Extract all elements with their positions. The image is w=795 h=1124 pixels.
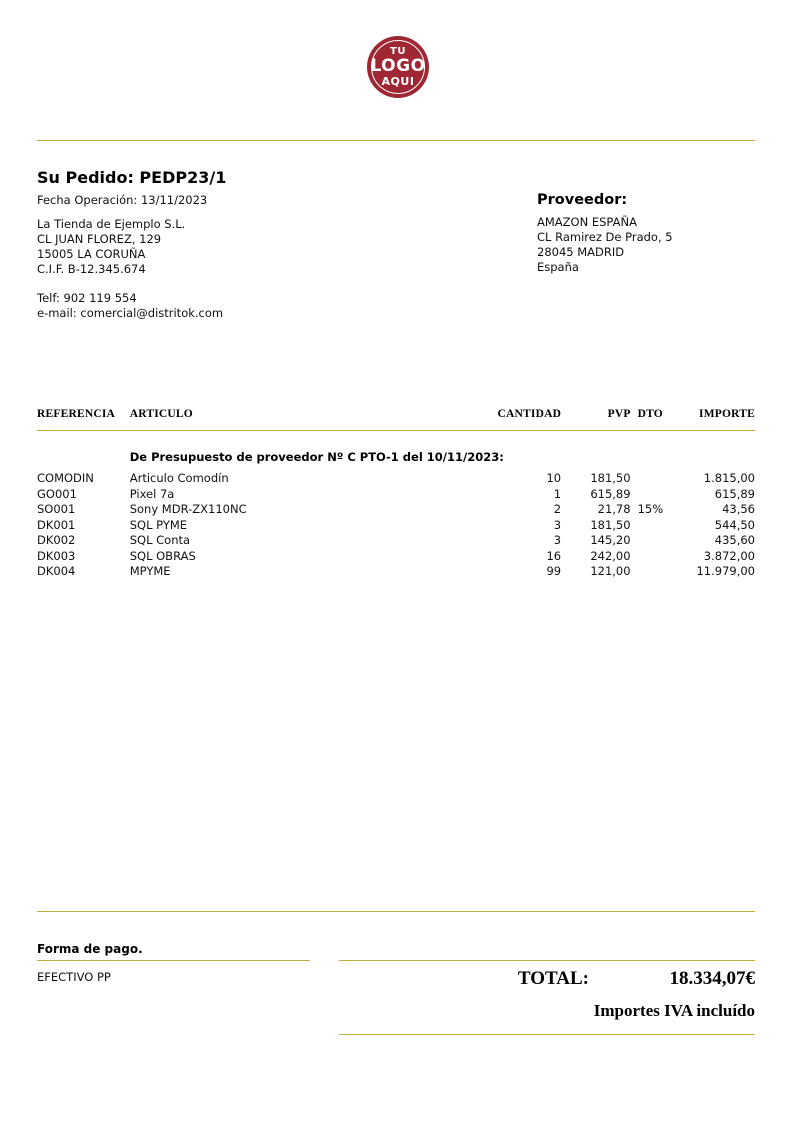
logo-line-3: AQUI <box>381 75 415 88</box>
supplier-block <box>537 215 673 275</box>
payment-method-divider <box>37 960 310 961</box>
cell-quantity: 10 <box>546 471 562 485</box>
totals-top-divider <box>339 960 755 961</box>
cell-price: 145,20 <box>590 533 631 547</box>
cell-discount <box>631 549 684 565</box>
table-row <box>37 518 755 534</box>
supplier-address: CL Ramirez De Prado, 5 <box>537 230 673 244</box>
table-row <box>37 487 755 503</box>
cell-reference: GO001 <box>37 486 77 501</box>
customer-address: CL JUAN FLOREZ, 129 <box>37 232 162 246</box>
company-logo <box>367 36 429 98</box>
group-heading-row <box>37 450 755 471</box>
table-row <box>37 471 755 487</box>
cell-discount <box>631 471 684 487</box>
cell-amount: 435,60 <box>714 533 755 547</box>
cell-amount: 11.979,00 <box>696 564 755 578</box>
customer-city: 15005 LA CORUÑA <box>37 247 146 261</box>
logo-circle-icon <box>367 36 429 98</box>
cell-quantity: 2 <box>553 502 562 516</box>
payment-method-title: Forma de pago. <box>37 942 143 956</box>
cell-article: MPYME <box>129 564 171 578</box>
cell-article: SQL Conta <box>129 533 191 547</box>
column-header-reference: REFERENCIA <box>37 408 116 420</box>
cell-quantity: 3 <box>553 517 562 532</box>
table-row <box>37 549 755 565</box>
cell-reference: COMODIN <box>37 471 94 485</box>
total-row <box>339 968 755 990</box>
cell-price: 181,50 <box>590 517 631 532</box>
cell-amount: 544,50 <box>714 517 755 532</box>
customer-tax-id: C.I.F. B-12.345.674 <box>37 262 146 276</box>
order-date: Fecha Operación: 13/11/2023 <box>37 193 208 207</box>
page-title: Su Pedido: PEDP23/1 <box>37 168 227 187</box>
column-header-discount: DTO <box>637 408 663 420</box>
table-body <box>37 434 755 580</box>
column-header-amount: IMPORTE <box>699 408 755 420</box>
customer-name: La Tienda de Ejemplo S.L. <box>37 217 186 231</box>
cell-price: 181,50 <box>590 471 631 485</box>
cell-amount: 43,56 <box>722 502 755 516</box>
customer-block <box>37 217 185 277</box>
cell-quantity: 3 <box>553 533 562 547</box>
group-heading-label: De Presupuesto de proveedor Nº C PTO-1 del 10/11/2023: <box>129 450 504 464</box>
cell-reference: SO001 <box>37 502 76 516</box>
cell-price: 242,00 <box>590 548 631 563</box>
cell-reference: DK001 <box>37 517 76 532</box>
supplier-country: España <box>537 260 579 274</box>
cell-article: Pixel 7a <box>129 486 175 501</box>
cell-discount <box>631 518 684 534</box>
logo-line-2: LOGO <box>370 56 426 76</box>
cell-quantity: 16 <box>546 548 562 563</box>
supplier-name: AMAZON ESPAÑA <box>537 215 637 229</box>
cell-amount: 1.815,00 <box>703 471 755 485</box>
cell-reference: DK004 <box>37 564 76 578</box>
vat-note: Importes IVA incluído <box>593 1001 755 1020</box>
cell-discount <box>631 487 684 503</box>
cell-reference: DK002 <box>37 533 76 547</box>
cell-quantity: 99 <box>546 564 562 578</box>
cell-price: 615,89 <box>590 486 631 501</box>
column-header-quantity: CANTIDAD <box>497 408 562 420</box>
cell-amount: 615,89 <box>714 486 755 501</box>
total-label: TOTAL: <box>517 968 589 989</box>
cell-discount <box>631 564 684 580</box>
payment-method-value: EFECTIVO PP <box>37 970 111 984</box>
cell-article: SQL PYME <box>129 517 188 532</box>
column-header-price: PVP <box>607 408 631 420</box>
customer-phone: Telf: 902 119 554 <box>37 291 137 305</box>
cell-discount <box>631 533 684 549</box>
items-end-divider <box>37 911 755 912</box>
cell-discount: 15% <box>637 502 664 516</box>
cell-quantity: 1 <box>553 486 562 501</box>
cell-article: Sony MDR-ZX110NC <box>129 502 247 516</box>
logo-line-1: TU <box>390 46 406 57</box>
cell-article: Articulo Comodín <box>129 471 229 485</box>
total-amount: 18.334,07€ <box>669 968 755 989</box>
cell-price: 21,78 <box>597 502 631 516</box>
customer-email: e-mail: comercial@distritok.com <box>37 306 224 320</box>
cell-reference: DK003 <box>37 548 76 563</box>
customer-contact-block <box>37 291 223 321</box>
cell-amount: 3.872,00 <box>703 548 755 563</box>
column-header-article: ARTICULO <box>129 408 193 420</box>
table-row <box>37 564 755 580</box>
supplier-heading: Proveedor: <box>537 192 628 208</box>
table-header-divider <box>37 430 755 431</box>
header-divider <box>37 140 755 141</box>
supplier-city: 28045 MADRID <box>537 245 625 259</box>
cell-price: 121,00 <box>590 564 631 578</box>
cell-article: SQL OBRAS <box>129 548 196 563</box>
table-row <box>37 502 755 518</box>
totals-bottom-divider <box>339 1034 755 1035</box>
line-items-table <box>37 408 755 580</box>
table-row <box>37 533 755 549</box>
table-spacer-row <box>37 434 755 450</box>
